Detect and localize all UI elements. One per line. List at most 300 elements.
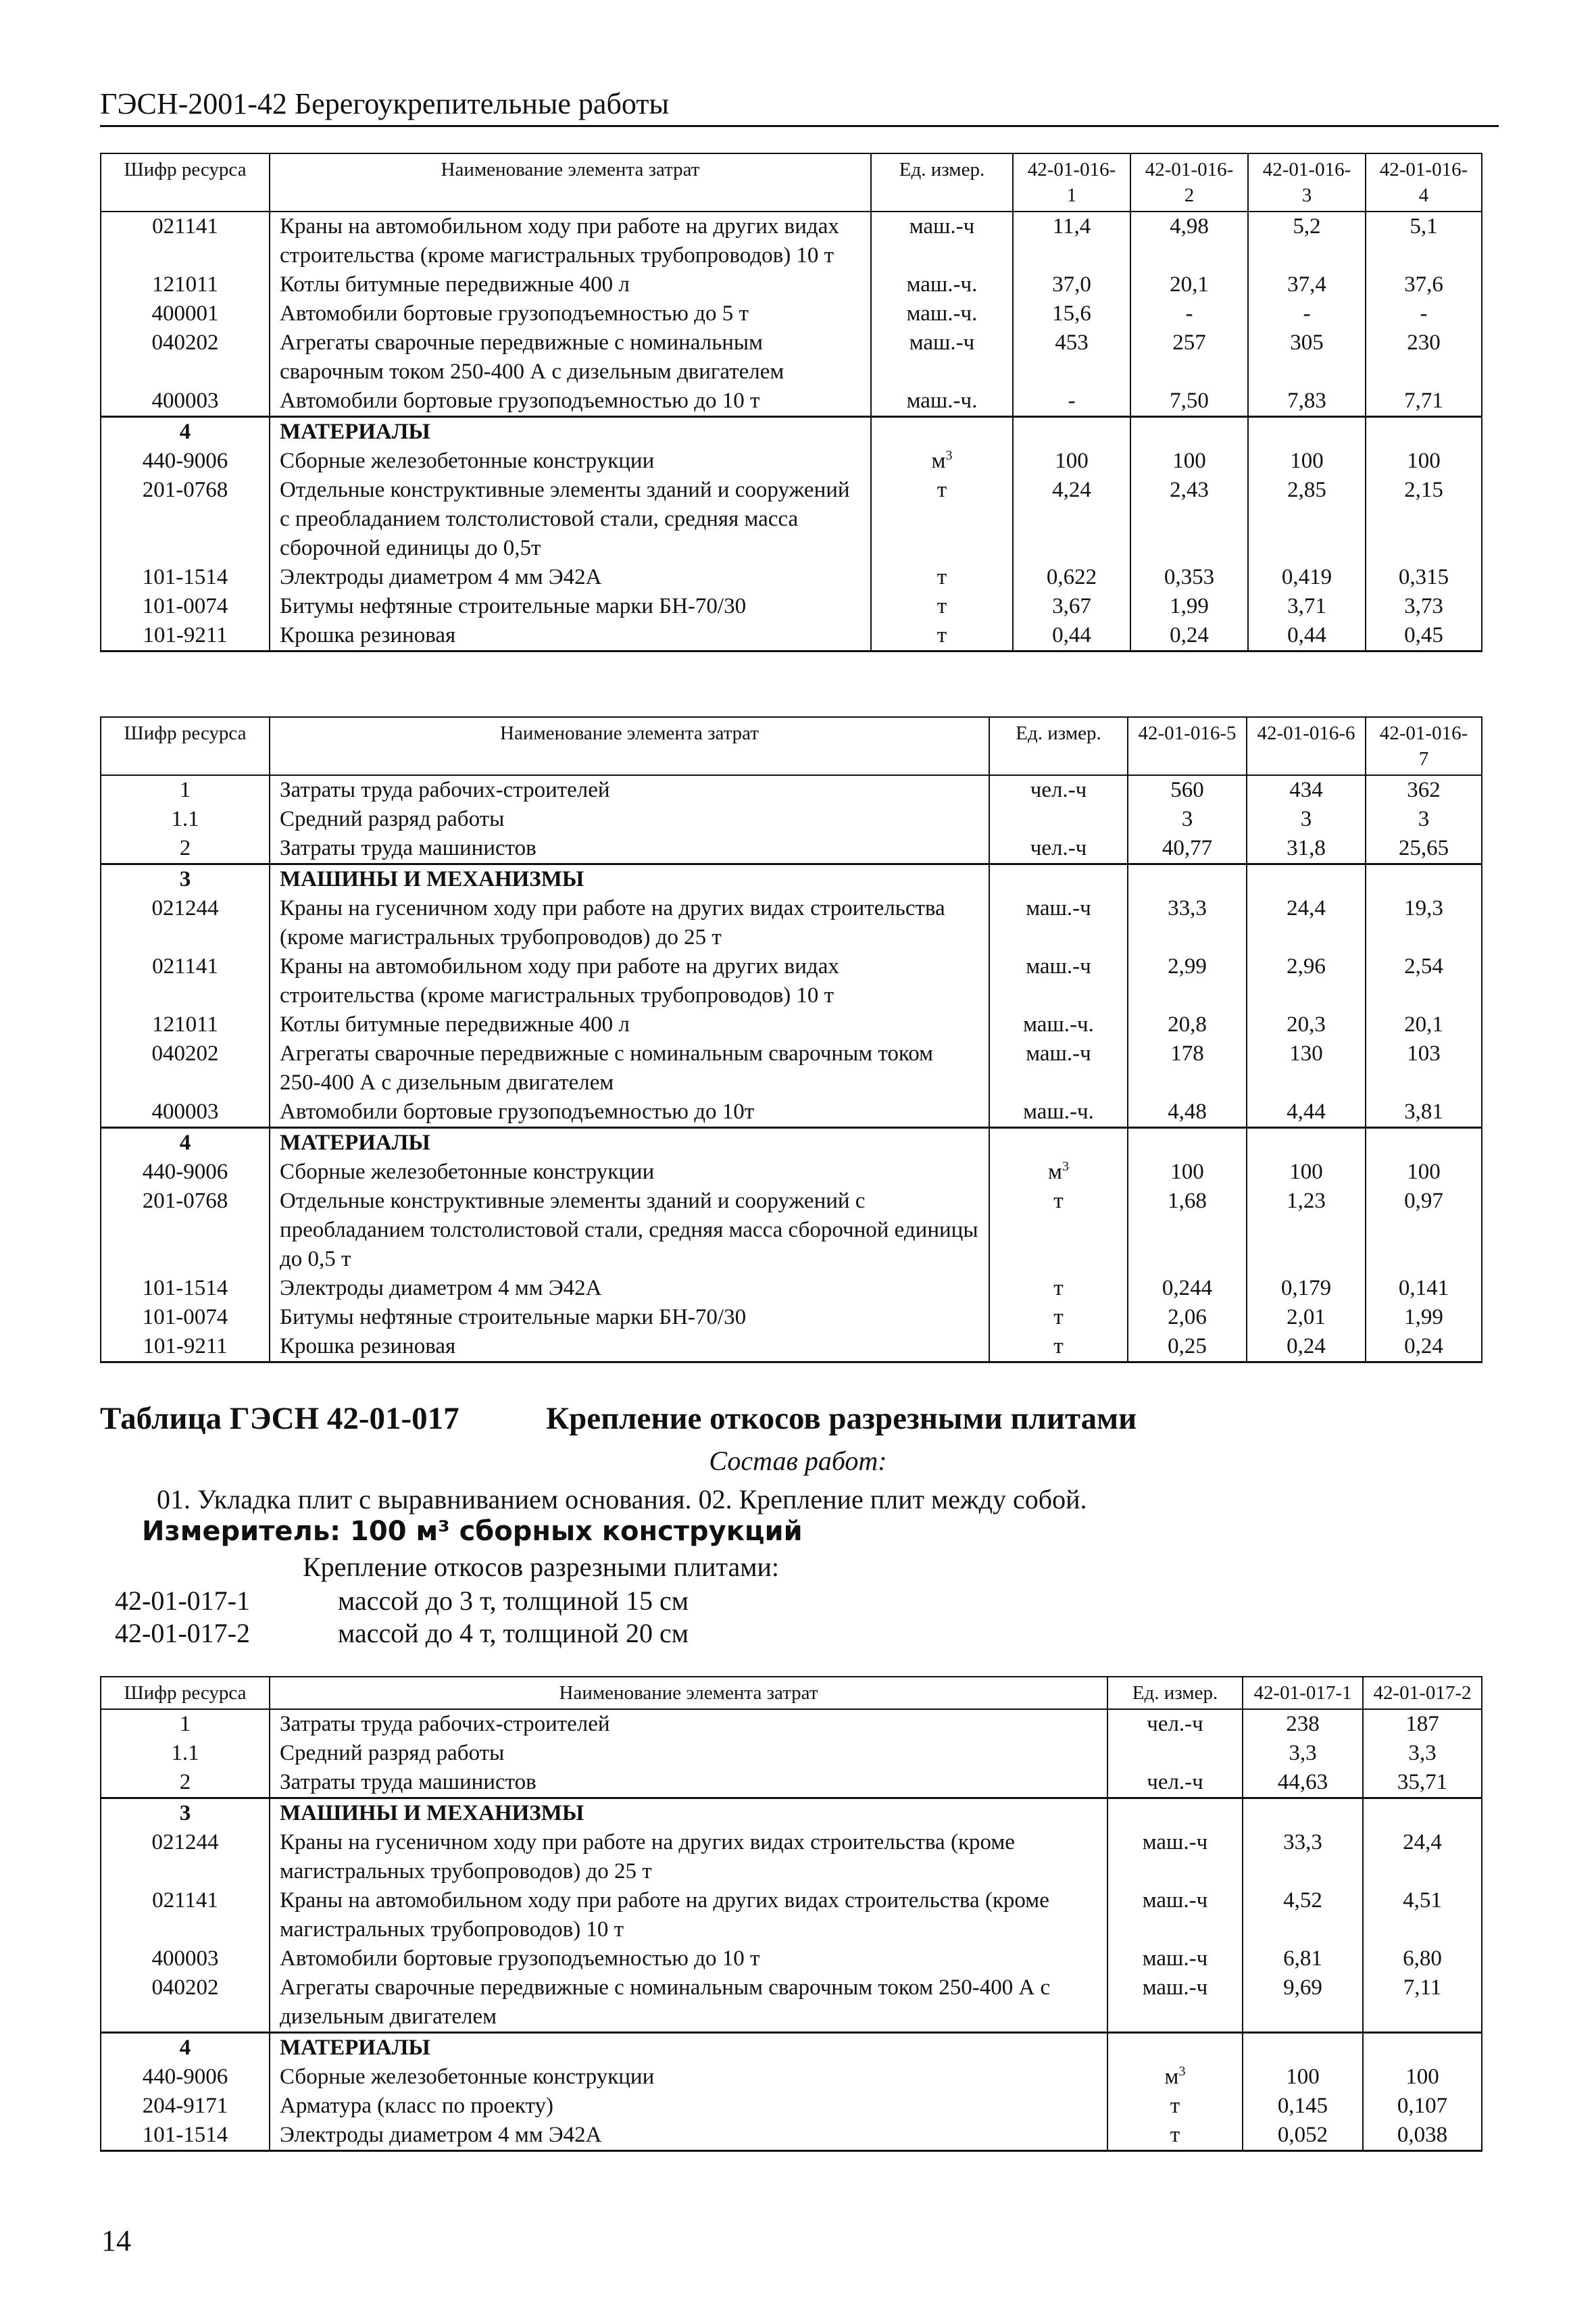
value-cell: 100 — [1128, 1158, 1247, 1187]
value-cell: 130 — [1247, 1039, 1366, 1098]
resource-name: Битумы нефтяные строительные марки БН-70/30 — [270, 1303, 989, 1332]
value-cell: 3,81 — [1366, 1098, 1482, 1128]
col-code-header: Шифр ресурса — [101, 153, 270, 212]
resource-name: Автомобили бортовые грузоподъемностью до 10т — [270, 1098, 989, 1128]
value-cell: 0,052 — [1243, 2121, 1363, 2151]
resource-code: 101-9211 — [101, 621, 270, 651]
value-cell: 100 — [1366, 447, 1482, 476]
section-table-title: Крепление откосов разрезными плитами — [546, 1401, 1137, 1436]
resource-table-017 — [100, 1676, 1482, 2152]
unit — [989, 805, 1128, 834]
value-cell: 19,3 — [1366, 894, 1482, 952]
resource-code: 440-9006 — [101, 447, 270, 476]
table-row — [101, 476, 1482, 563]
resource-code: 101-1514 — [101, 563, 270, 592]
resource-code: 101-9211 — [101, 1332, 270, 1362]
value-cell: 560 — [1128, 775, 1247, 805]
resource-code: 040202 — [101, 328, 270, 387]
value-cell: 9,69 — [1243, 1973, 1363, 2033]
value-cell: 0,145 — [1243, 2092, 1363, 2121]
measure-unit: Измеритель: 100 м³ сборных конструкций — [142, 1516, 803, 1547]
resource-name: Средний разряд работы — [270, 805, 989, 834]
value-cell: 7,83 — [1248, 387, 1366, 417]
col-name-header: Наименование элемента затрат — [270, 1677, 1107, 1709]
value-cell: 0,45 — [1366, 621, 1482, 651]
col-016-4-header: 42-01-016-4 — [1366, 153, 1482, 212]
unit: чел.-ч — [1107, 1709, 1243, 1739]
value-cell: 40,77 — [1128, 834, 1247, 864]
value-cell: 434 — [1247, 775, 1366, 805]
unit: чел.-ч — [989, 834, 1128, 864]
resource-code: 101-1514 — [101, 2121, 270, 2151]
table-row — [101, 1158, 1482, 1187]
value-cell: 2,43 — [1130, 476, 1248, 563]
value-cell: 0,24 — [1247, 1332, 1366, 1362]
value-cell: 11,4 — [1013, 212, 1130, 270]
unit: маш.-ч — [1107, 1828, 1243, 1886]
table-row — [101, 1944, 1482, 1973]
value-cell: 0,179 — [1247, 1274, 1366, 1303]
value-cell: 2,15 — [1366, 476, 1482, 563]
table-row — [101, 447, 1482, 476]
table-row — [101, 1332, 1482, 1362]
resource-name: Затраты труда рабочих-строителей — [270, 1709, 1107, 1739]
unit — [1107, 2033, 1243, 2063]
value-cell: 24,4 — [1247, 894, 1366, 952]
resource-code: 201-0768 — [101, 476, 270, 563]
value-cell: 0,24 — [1130, 621, 1248, 651]
value-cell — [1366, 417, 1482, 447]
resource-code: 1 — [101, 775, 270, 805]
resource-name: Затраты труда машинистов — [270, 834, 989, 864]
resource-name: Автомобили бортовые грузоподъемностью до 10 т — [270, 387, 871, 417]
resource-name: МАШИНЫ И МЕХАНИЗМЫ — [270, 1798, 1107, 1829]
value-cell: 3,3 — [1363, 1739, 1482, 1768]
value-cell: 7,50 — [1130, 387, 1248, 417]
unit: маш.-ч — [989, 1039, 1128, 1098]
value-cell: 238 — [1243, 1709, 1363, 1739]
section-header-row — [101, 2033, 1482, 2063]
variant-code: 42-01-017-1 — [115, 1585, 250, 1616]
resource-name: МАТЕРИАЛЫ — [270, 1128, 989, 1158]
unit: т — [871, 563, 1013, 592]
table-row — [101, 1886, 1482, 1944]
table-row — [101, 328, 1482, 387]
resource-name: МАТЕРИАЛЫ — [270, 2033, 1107, 2063]
resource-name: Сборные железобетонные конструкции — [270, 2063, 1107, 2092]
variant-code: 42-01-017-2 — [115, 1618, 250, 1648]
col-017-2-header: 42-01-017-2 — [1363, 1677, 1482, 1709]
resource-code: 021244 — [101, 1828, 270, 1886]
value-cell: 0,141 — [1366, 1274, 1482, 1303]
unit: маш.-ч. — [871, 387, 1013, 417]
value-cell: 0,622 — [1013, 563, 1130, 592]
value-cell: 4,98 — [1130, 212, 1248, 270]
value-cell: - — [1366, 299, 1482, 328]
col-016-7-header: 42-01-016-7 — [1366, 717, 1482, 775]
unit: маш.-ч — [871, 212, 1013, 270]
resource-name: Отдельные конструктивные элементы зданий и сооружений с преобладанием толстолистовой стали, средняя масса сборочной единицы до 0,5 т — [270, 1187, 989, 1274]
value-cell: 25,65 — [1366, 834, 1482, 864]
unit — [871, 417, 1013, 447]
unit: т — [871, 621, 1013, 651]
col-016-3-header: 42-01-016-3 — [1248, 153, 1366, 212]
value-cell: 15,6 — [1013, 299, 1130, 328]
resource-code: 440-9006 — [101, 2063, 270, 2092]
value-cell: 230 — [1366, 328, 1482, 387]
value-cell: 257 — [1130, 328, 1248, 387]
value-cell: 37,0 — [1013, 270, 1130, 299]
unit: $м^3$ — [1107, 2063, 1243, 2092]
resource-code: 101-1514 — [101, 1274, 270, 1303]
resource-code: 440-9006 — [101, 1158, 270, 1187]
value-cell: 20,8 — [1128, 1010, 1247, 1039]
section-header-row — [101, 864, 1482, 895]
resource-name: Средний разряд работы — [270, 1739, 1107, 1768]
table-row — [101, 270, 1482, 299]
value-cell: 1,68 — [1128, 1187, 1247, 1274]
resource-code: 021141 — [101, 212, 270, 270]
resource-name: Краны на автомобильном ходу при работе на других видах строительства (кроме магистральных трубопроводов) 10 т — [270, 952, 989, 1010]
resource-code: 3 — [101, 864, 270, 895]
value-cell: 7,11 — [1363, 1973, 1482, 2033]
value-cell: 0,44 — [1248, 621, 1366, 651]
table-row — [101, 592, 1482, 621]
table-row — [101, 1973, 1482, 2033]
unit — [1107, 1798, 1243, 1829]
composition-label: Состав работ: — [709, 1446, 887, 1476]
value-cell: 20,3 — [1247, 1010, 1366, 1039]
table-row — [101, 1098, 1482, 1128]
value-cell: 6,81 — [1243, 1944, 1363, 1973]
value-cell: 100 — [1243, 2063, 1363, 2092]
value-cell — [1363, 2033, 1482, 2063]
table-row — [101, 563, 1482, 592]
table-row — [101, 1709, 1482, 1739]
resource-name: Отдельные конструктивные элементы зданий и сооружений с преобладанием толстолистовой стали, средняя масса сборочной единицы до 0,5т — [270, 476, 871, 563]
table-row — [101, 952, 1482, 1010]
variant-text: массой до 3 т, толщиной 15 см — [338, 1585, 689, 1616]
col-unit-header: Ед. измер. — [1107, 1677, 1243, 1709]
value-cell: 100 — [1130, 447, 1248, 476]
unit: маш.-ч. — [871, 299, 1013, 328]
unit: $м^3$ — [871, 447, 1013, 476]
value-cell: 31,8 — [1247, 834, 1366, 864]
value-cell: 0,038 — [1363, 2121, 1482, 2151]
col-016-5-header: 42-01-016-5 — [1128, 717, 1247, 775]
resource-name: МАШИНЫ И МЕХАНИЗМЫ — [270, 864, 989, 895]
value-cell: 20,1 — [1366, 1010, 1482, 1039]
resource-code: 101-0074 — [101, 1303, 270, 1332]
value-cell: 178 — [1128, 1039, 1247, 1098]
resource-code: 040202 — [101, 1039, 270, 1098]
resource-code: 021141 — [101, 1886, 270, 1944]
variants-caption: Крепление откосов разрезными плитами: — [303, 1552, 780, 1582]
table-row — [101, 834, 1482, 864]
value-cell: 0,25 — [1128, 1332, 1247, 1362]
resource-name: Электроды диаметром 4 мм Э42А — [270, 2121, 1107, 2151]
unit: т — [1107, 2121, 1243, 2151]
resource-name: Котлы битумные передвижные 400 л — [270, 1010, 989, 1039]
resource-name: Электроды диаметром 4 мм Э42А — [270, 1274, 989, 1303]
unit: т — [989, 1332, 1128, 1362]
unit — [989, 1128, 1128, 1158]
value-cell: 44,63 — [1243, 1768, 1363, 1798]
col-unit-header: Ед. измер. — [871, 153, 1013, 212]
value-cell — [1366, 864, 1482, 895]
resource-code: 121011 — [101, 270, 270, 299]
value-cell: 20,1 — [1130, 270, 1248, 299]
value-cell: 3,71 — [1248, 592, 1366, 621]
resource-name: Котлы битумные передвижные 400 л — [270, 270, 871, 299]
value-cell — [1128, 1128, 1247, 1158]
unit: маш.-ч. — [989, 1098, 1128, 1128]
value-cell: 4,24 — [1013, 476, 1130, 563]
resource-name: Агрегаты сварочные передвижные с номинальным сварочным током 250-400 А с дизельным двигателем — [270, 1039, 989, 1098]
value-cell: 2,01 — [1247, 1303, 1366, 1332]
page-number: 14 — [101, 2224, 131, 2257]
value-cell: 2,96 — [1247, 952, 1366, 1010]
value-cell: 103 — [1366, 1039, 1482, 1098]
resource-code: 201-0768 — [101, 1187, 270, 1274]
resource-name: Крошка резиновая — [270, 621, 871, 651]
value-cell: 1,99 — [1366, 1303, 1482, 1332]
value-cell: 3,67 — [1013, 592, 1130, 621]
resource-code: 204-9171 — [101, 2092, 270, 2121]
resource-code: 121011 — [101, 1010, 270, 1039]
value-cell: 4,51 — [1363, 1886, 1482, 1944]
resource-name: Агрегаты сварочные передвижные с номинальным сварочным током 250-400 А с дизельным двигателем — [270, 328, 871, 387]
col-code-header: Шифр ресурса — [101, 717, 270, 775]
resource-name: Электроды диаметром 4 мм Э42А — [270, 563, 871, 592]
resource-name: Краны на автомобильном ходу при работе на других видах строительства (кроме магистральных трубопроводов) 10 т — [270, 1886, 1107, 1944]
section-header-row — [101, 417, 1482, 447]
value-cell — [1128, 864, 1247, 895]
unit: т — [989, 1274, 1128, 1303]
value-cell — [1243, 2033, 1363, 2063]
resource-code: 101-0074 — [101, 592, 270, 621]
variant-row — [115, 1585, 689, 1617]
unit: маш.-ч. — [871, 270, 1013, 299]
col-name-header: Наименование элемента затрат — [270, 717, 989, 775]
unit: т — [871, 592, 1013, 621]
table-row — [101, 1010, 1482, 1039]
resource-code: 1.1 — [101, 805, 270, 834]
resource-name: Краны на автомобильном ходу при работе на других видах строительства (кроме магистральных трубопроводов) 10 т — [270, 212, 871, 270]
value-cell: 35,71 — [1363, 1768, 1482, 1798]
section-header-row — [101, 1798, 1482, 1829]
unit: т — [1107, 2092, 1243, 2121]
unit: т — [989, 1187, 1128, 1274]
value-cell: 0,244 — [1128, 1274, 1247, 1303]
col-016-1-header: 42-01-016-1 — [1013, 153, 1130, 212]
col-016-2-header: 42-01-016-2 — [1130, 153, 1248, 212]
table-row — [101, 1768, 1482, 1798]
value-cell: 3,73 — [1366, 592, 1482, 621]
unit: т — [989, 1303, 1128, 1332]
unit: маш.-ч — [1107, 1973, 1243, 2033]
resource-name: Краны на гусеничном ходу при работе на других видах строительства (кроме магистральных трубопроводов) до 25 т — [270, 1828, 1107, 1886]
col-016-6-header: 42-01-016-6 — [1247, 717, 1366, 775]
resource-table-016-5-7 — [100, 716, 1482, 1363]
value-cell: 3 — [1247, 805, 1366, 834]
value-cell: 2,06 — [1128, 1303, 1247, 1332]
unit: маш.-ч — [1107, 1886, 1243, 1944]
unit: маш.-ч. — [989, 1010, 1128, 1039]
unit: маш.-ч — [989, 894, 1128, 952]
value-cell: - — [1130, 299, 1248, 328]
value-cell: 2,85 — [1248, 476, 1366, 563]
value-cell: 3,3 — [1243, 1739, 1363, 1768]
value-cell — [1363, 1798, 1482, 1829]
section-table-code: Таблица ГЭСН 42-01-017 — [100, 1401, 459, 1436]
value-cell — [1248, 417, 1366, 447]
table-row — [101, 387, 1482, 417]
value-cell — [1013, 417, 1130, 447]
unit: маш.-ч — [989, 952, 1128, 1010]
value-cell: 4,48 — [1128, 1098, 1247, 1128]
resource-code: 040202 — [101, 1973, 270, 2033]
resource-name: Крошка резиновая — [270, 1332, 989, 1362]
value-cell: 2,99 — [1128, 952, 1247, 1010]
resource-code: 400003 — [101, 387, 270, 417]
resource-name: Битумы нефтяные строительные марки БН-70/30 — [270, 592, 871, 621]
unit: маш.-ч — [871, 328, 1013, 387]
section-title — [100, 1400, 1137, 1437]
value-cell — [1366, 1128, 1482, 1158]
value-cell: 100 — [1247, 1158, 1366, 1187]
table-row — [101, 1187, 1482, 1274]
unit: т — [871, 476, 1013, 563]
variant-text: массой до 4 т, толщиной 20 см — [338, 1618, 689, 1648]
value-cell: 2,54 — [1366, 952, 1482, 1010]
table-row — [101, 621, 1482, 651]
value-cell: 0,353 — [1130, 563, 1248, 592]
resource-name: Сборные железобетонные конструкции — [270, 447, 871, 476]
value-cell: 24,4 — [1363, 1828, 1482, 1886]
resource-code: 400003 — [101, 1098, 270, 1128]
value-cell: 453 — [1013, 328, 1130, 387]
value-cell: 1,23 — [1247, 1187, 1366, 1274]
resource-name: Сборные железобетонные конструкции — [270, 1158, 989, 1187]
resource-code: 1 — [101, 1709, 270, 1739]
resource-code: 2 — [101, 834, 270, 864]
col-name-header: Наименование элемента затрат — [270, 153, 871, 212]
value-cell: 4,44 — [1247, 1098, 1366, 1128]
resource-name: Затраты труда рабочих-строителей — [270, 775, 989, 805]
unit: чел.-ч — [989, 775, 1128, 805]
value-cell: 7,71 — [1366, 387, 1482, 417]
resource-code: 3 — [101, 1798, 270, 1829]
resource-code: 400001 — [101, 299, 270, 328]
unit — [1107, 1739, 1243, 1768]
table-row — [101, 1828, 1482, 1886]
resource-name: Автомобили бортовые грузоподъемностью до 10 т — [270, 1944, 1107, 1973]
resource-table-016-1-4 — [100, 153, 1482, 652]
resource-code: 4 — [101, 1128, 270, 1158]
resource-code: 4 — [101, 417, 270, 447]
value-cell: 0,107 — [1363, 2092, 1482, 2121]
unit: чел.-ч — [1107, 1768, 1243, 1798]
value-cell: 4,52 — [1243, 1886, 1363, 1944]
unit: $м^3$ — [989, 1158, 1128, 1187]
value-cell: 0,315 — [1366, 563, 1482, 592]
table-row — [101, 1303, 1482, 1332]
table-row — [101, 1274, 1482, 1303]
table-row — [101, 775, 1482, 805]
value-cell: 33,3 — [1243, 1828, 1363, 1886]
table-row — [101, 2121, 1482, 2151]
value-cell: 0,419 — [1248, 563, 1366, 592]
value-cell: 100 — [1363, 2063, 1482, 2092]
section-header-row — [101, 1128, 1482, 1158]
resource-code: 1.1 — [101, 1739, 270, 1768]
resource-name: Затраты труда машинистов — [270, 1768, 1107, 1798]
variant-row — [115, 1617, 689, 1649]
value-cell: - — [1013, 387, 1130, 417]
value-cell: 0,24 — [1366, 1332, 1482, 1362]
value-cell: 3 — [1366, 805, 1482, 834]
unit — [989, 864, 1128, 895]
resource-name: Агрегаты сварочные передвижные с номинальным сварочным током 250-400 А с дизельным двигателем — [270, 1973, 1107, 2033]
value-cell: 33,3 — [1128, 894, 1247, 952]
col-code-header: Шифр ресурса — [101, 1677, 270, 1709]
resource-name: МАТЕРИАЛЫ — [270, 417, 871, 447]
value-cell: 100 — [1248, 447, 1366, 476]
resource-name: Краны на гусеничном ходу при работе на других видах строительства (кроме магистральных трубопроводов) до 25 т — [270, 894, 989, 952]
value-cell: 37,4 — [1248, 270, 1366, 299]
value-cell: 100 — [1366, 1158, 1482, 1187]
value-cell: 5,1 — [1366, 212, 1482, 270]
col-017-1-header: 42-01-017-1 — [1243, 1677, 1363, 1709]
table-row — [101, 2092, 1482, 2121]
table-row — [101, 894, 1482, 952]
table-row — [101, 1039, 1482, 1098]
table-row — [101, 1739, 1482, 1768]
resource-code: 021244 — [101, 894, 270, 952]
resource-code: 2 — [101, 1768, 270, 1798]
resource-name: Арматура (класс по проекту) — [270, 2092, 1107, 2121]
value-cell: 100 — [1013, 447, 1130, 476]
value-cell: 0,44 — [1013, 621, 1130, 651]
running-header: ГЭСН-2001-42 Берегоукрепительные работы — [100, 87, 1499, 127]
works-description: 01. Укладка плит с выравниванием основания. 02. Крепление плит между собой. — [157, 1484, 1087, 1515]
value-cell — [1247, 864, 1366, 895]
resource-code: 400003 — [101, 1944, 270, 1973]
value-cell — [1243, 1798, 1363, 1829]
value-cell — [1130, 417, 1248, 447]
value-cell: - — [1248, 299, 1366, 328]
value-cell: 5,2 — [1248, 212, 1366, 270]
value-cell: 37,6 — [1366, 270, 1482, 299]
value-cell — [1247, 1128, 1366, 1158]
value-cell: 1,99 — [1130, 592, 1248, 621]
value-cell: 3 — [1128, 805, 1247, 834]
value-cell: 187 — [1363, 1709, 1482, 1739]
col-unit-header: Ед. измер. — [989, 717, 1128, 775]
value-cell: 305 — [1248, 328, 1366, 387]
unit: маш.-ч — [1107, 1944, 1243, 1973]
table-row — [101, 212, 1482, 270]
value-cell: 362 — [1366, 775, 1482, 805]
resource-code: 4 — [101, 2033, 270, 2063]
resource-code: 021141 — [101, 952, 270, 1010]
table-row — [101, 2063, 1482, 2092]
table-row — [101, 805, 1482, 834]
value-cell: 6,80 — [1363, 1944, 1482, 1973]
value-cell: 0,97 — [1366, 1187, 1482, 1274]
table-row — [101, 299, 1482, 328]
